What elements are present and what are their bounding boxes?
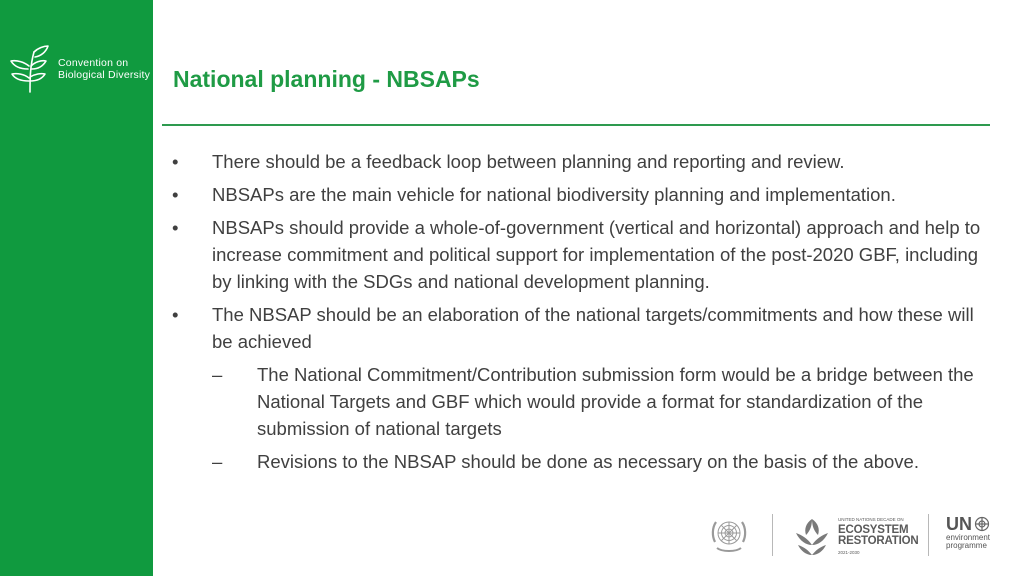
ecosystem-restoration-text [838, 514, 918, 558]
bullet-text: There should be a feedback loop between planning and reporting and review. [212, 151, 845, 172]
unep-emblem-icon [974, 516, 990, 532]
cbd-leaf-icon [8, 44, 52, 94]
bullet-item-4 [172, 301, 992, 475]
bullet-list [172, 148, 992, 475]
logo-separator [928, 514, 929, 556]
bullet-marker: • [172, 184, 179, 205]
bullet-text: The NBSAP should be an elaboration of the national targets/commitments and how these will be achieved [212, 304, 974, 352]
unep-logo [946, 514, 990, 550]
eco-tagline: UNITED NATIONS DECADE ON [838, 517, 904, 522]
eco-line2: RESTORATION [838, 535, 919, 547]
sub-bullet-text: Revisions to the NBSAP should be done as necessary on the basis of the above. [257, 451, 919, 472]
sub-bullet-marker: – [212, 364, 223, 385]
bullet-item-2 [172, 181, 992, 208]
slide-title: National planning - NBSAPs [173, 66, 480, 92]
ecosystem-restoration-logo [792, 514, 918, 558]
un-emblem-icon [706, 512, 752, 558]
sub-bullet-marker: – [212, 451, 223, 472]
unep-un-text: UN [946, 514, 972, 534]
bullet-marker: • [172, 304, 179, 325]
unep-line1: environment [946, 533, 991, 542]
slide-content [172, 148, 992, 481]
title-divider [162, 124, 990, 126]
sub-bullet-text: The National Commitment/Contribution submission form would be a bridge between the National Targets and GBF which would provide a format for standardization of the submission of national targets [257, 364, 974, 439]
org-logo [8, 44, 150, 94]
bullet-marker: • [172, 151, 179, 172]
unep-top [946, 514, 990, 534]
sub-bullet-item-2 [212, 448, 992, 475]
sub-bullet-list [212, 361, 992, 475]
bullet-marker: • [172, 217, 179, 238]
org-name-line2: Biological Diversity [58, 69, 151, 81]
unep-line2: programme [946, 541, 987, 550]
org-name-line1: Convention on [58, 57, 129, 69]
eco-years: 2021-2030 [838, 550, 860, 555]
sub-bullet-item-1 [212, 361, 992, 442]
partner-logos [700, 510, 1000, 562]
bullet-text: NBSAPs should provide a whole-of-government (vertical and horizontal) approach and help to increase commitment and political support for implementation of the post-2020 GBF, including by linking with the SDGs and national development planning. [212, 217, 981, 292]
bullet-item-1 [172, 148, 992, 175]
logo-separator [772, 514, 773, 556]
ecosystem-restoration-icon [792, 515, 832, 557]
eco-line1: ECOSYSTEM [838, 524, 909, 536]
bullet-item-3 [172, 214, 992, 295]
bullet-text: NBSAPs are the main vehicle for national biodiversity planning and implementation. [212, 184, 896, 205]
org-name [58, 57, 150, 81]
sidebar [0, 0, 153, 576]
